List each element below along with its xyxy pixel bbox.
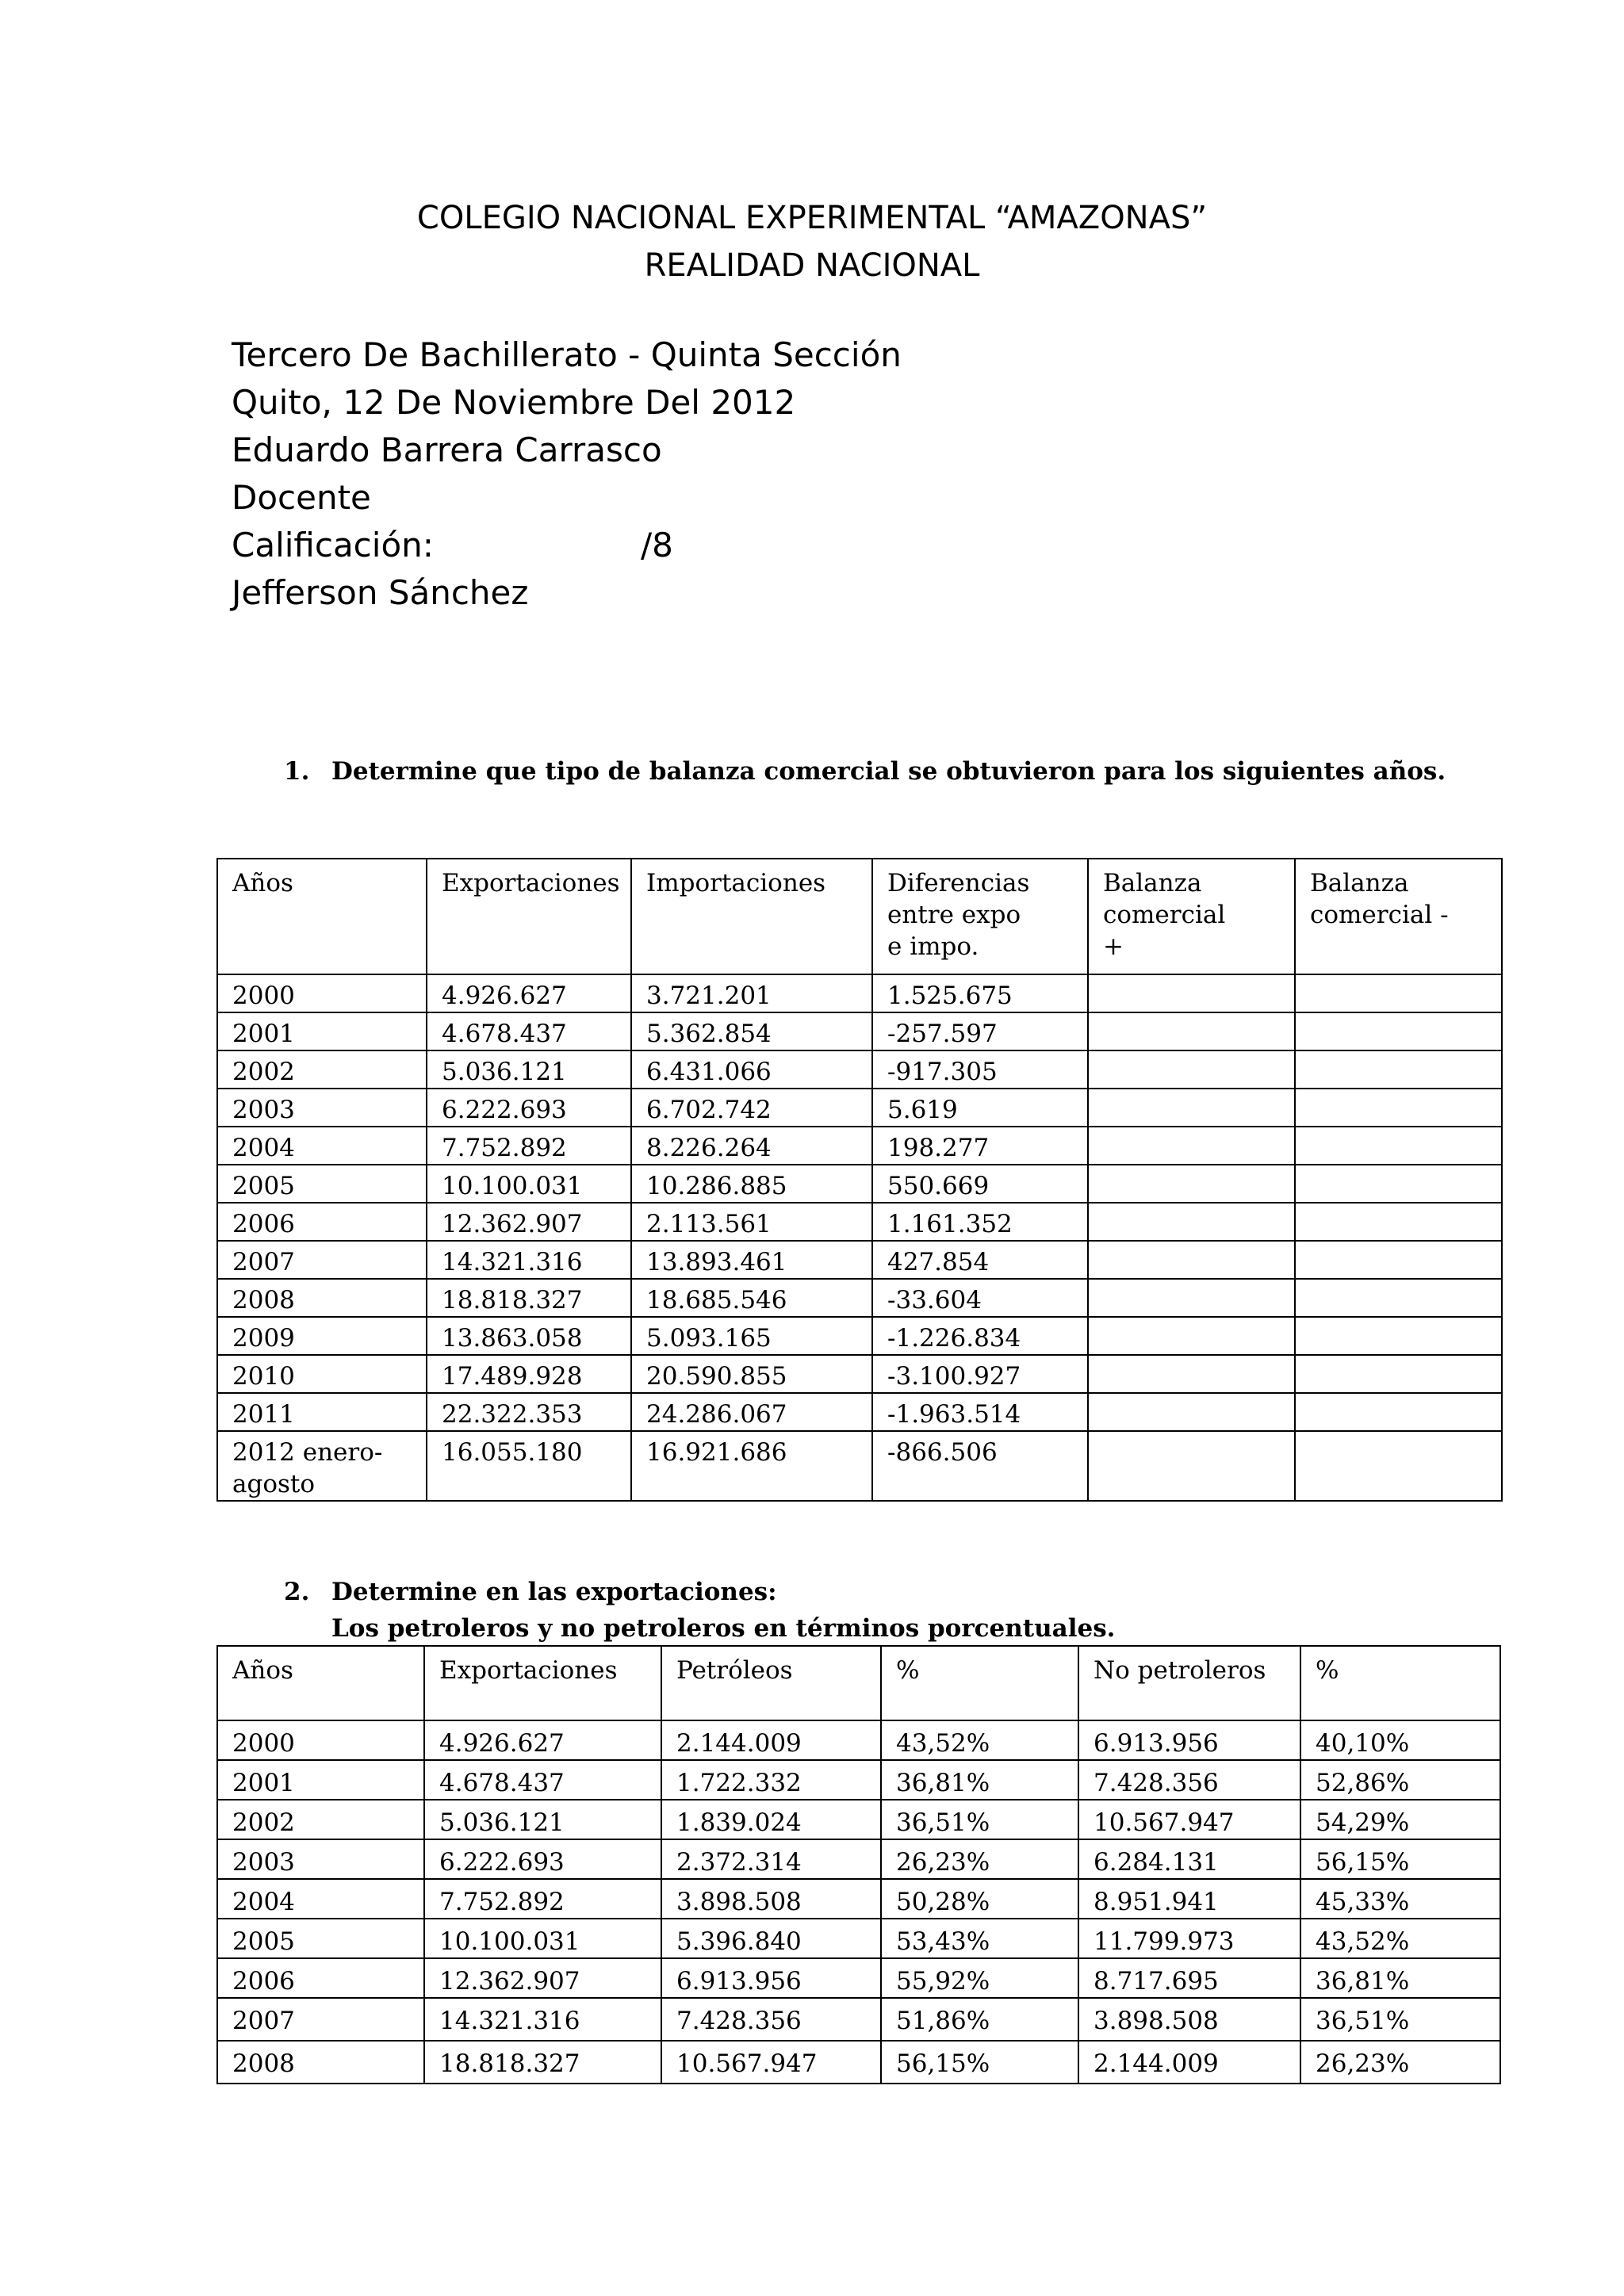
table-cell: 56,15% xyxy=(1300,1839,1500,1879)
table-cell: 7.752.892 xyxy=(424,1879,661,1919)
table-cell: 6.222.693 xyxy=(427,1089,631,1127)
table-cell: 3.898.508 xyxy=(1078,1998,1300,2041)
table-cell xyxy=(1088,1165,1295,1203)
table-cell: 45,33% xyxy=(1300,1879,1500,1919)
table-cell xyxy=(1088,974,1295,1012)
table-cell: 43,52% xyxy=(881,1720,1078,1760)
table-row xyxy=(217,2041,1500,2084)
table-cell: 8.951.941 xyxy=(1078,1879,1300,1919)
table-row xyxy=(217,1127,1502,1165)
document-title: COLEGIO NACIONAL EXPERIMENTAL “AMAZONAS” xyxy=(416,200,1208,236)
table-cell: 198.277 xyxy=(872,1127,1088,1165)
table-row xyxy=(217,1012,1502,1050)
table-cell: 2007 xyxy=(217,1998,424,2041)
table-cell: 5.396.840 xyxy=(661,1919,881,1958)
table-cell-text: 2002 xyxy=(232,1058,295,1086)
table-row xyxy=(217,1050,1502,1089)
table-cell xyxy=(217,1050,427,1089)
table-cell xyxy=(1295,974,1502,1012)
table-cell: 53,43% xyxy=(881,1919,1078,1958)
question-1-text: Determine que tipo de balanza comercial se obtuvieron para los siguientes años. xyxy=(331,757,1446,786)
table-cell: 52,86% xyxy=(1300,1760,1500,1800)
grade-score: /8 xyxy=(641,526,673,564)
table-cell: 7.428.356 xyxy=(1078,1760,1300,1800)
table-cell xyxy=(217,1279,427,1317)
table-cell: 1.839.024 xyxy=(661,1800,881,1839)
table-cell-text: 2005 xyxy=(232,1172,295,1200)
table-cell: -3.100.927 xyxy=(872,1355,1088,1393)
table-cell: -917.305 xyxy=(872,1050,1088,1089)
table-cell: 14.321.316 xyxy=(424,1998,661,2041)
table-cell: 36,51% xyxy=(881,1800,1078,1839)
table-cell: 1.722.332 xyxy=(661,1760,881,1800)
table-header-cell: Años xyxy=(217,859,427,974)
table-cell: 50,28% xyxy=(881,1879,1078,1919)
table-cell: 13.893.461 xyxy=(631,1241,872,1279)
table-cell: 5.619 xyxy=(872,1089,1088,1127)
table-cell: 36,81% xyxy=(1300,1958,1500,1998)
table-cell xyxy=(1295,1241,1502,1279)
table-cell: 2002 xyxy=(217,1800,424,1839)
table-cell: 3.721.201 xyxy=(631,974,872,1012)
table-cell: 8.717.695 xyxy=(1078,1958,1300,1998)
table-cell: 26,23% xyxy=(1300,2041,1500,2084)
table-cell: 2.113.561 xyxy=(631,1203,872,1241)
question-2-number: 2. xyxy=(284,1578,310,1606)
table-row xyxy=(217,1241,1502,1279)
header-info xyxy=(232,331,902,617)
table-cell: 51,86% xyxy=(881,1998,1078,2041)
table-header-cell: Exportaciones xyxy=(427,859,631,974)
table-header-cell xyxy=(1088,859,1295,974)
table-cell xyxy=(217,1317,427,1355)
table-cell: 6.913.956 xyxy=(661,1958,881,1998)
table-cell xyxy=(1088,1241,1295,1279)
table-cell: 4.678.437 xyxy=(427,1012,631,1050)
exports-breakdown-table xyxy=(216,1645,1501,2084)
table-cell-text: 2001 xyxy=(232,1020,295,1048)
table-row xyxy=(217,1355,1502,1393)
table-cell: 10.567.947 xyxy=(1078,1800,1300,1839)
table-cell: 4.926.627 xyxy=(424,1720,661,1760)
table-cell: 36,51% xyxy=(1300,1998,1500,2041)
table-header-cell xyxy=(872,859,1088,974)
table-cell: 26,23% xyxy=(881,1839,1078,1879)
table-cell xyxy=(1088,1393,1295,1431)
table-header-text: Balanza comercial - xyxy=(1310,869,1449,929)
table-cell: 2008 xyxy=(217,2041,424,2084)
table-header-text: Balanza comercial + xyxy=(1103,869,1226,961)
table-cell xyxy=(217,1393,427,1431)
table-cell xyxy=(217,1127,427,1165)
table-cell: 6.702.742 xyxy=(631,1089,872,1127)
table-cell-text: 2000 xyxy=(232,982,295,1010)
table-row xyxy=(217,1998,1500,2041)
table-cell xyxy=(1295,1355,1502,1393)
table-row xyxy=(217,1279,1502,1317)
table-header-cell: No petroleros xyxy=(1078,1646,1300,1720)
table-header-cell: % xyxy=(1300,1646,1500,1720)
table-cell: 11.799.973 xyxy=(1078,1919,1300,1958)
document-subtitle: REALIDAD NACIONAL xyxy=(644,247,980,284)
table-cell xyxy=(1295,1279,1502,1317)
table-cell xyxy=(1088,1127,1295,1165)
table-row xyxy=(217,1393,1502,1431)
table-cell-text: 2008 xyxy=(232,1286,295,1314)
teacher-name-line: Eduardo Barrera Carrasco xyxy=(232,430,662,469)
table-cell xyxy=(1295,1089,1502,1127)
table-cell: -1.963.514 xyxy=(872,1393,1088,1431)
table-cell: 2001 xyxy=(217,1760,424,1800)
table-cell: 2.144.009 xyxy=(1078,2041,1300,2084)
table-cell: 5.036.121 xyxy=(427,1050,631,1089)
table-cell: -866.506 xyxy=(872,1431,1088,1501)
table-row xyxy=(217,1760,1500,1800)
table-cell: 5.362.854 xyxy=(631,1012,872,1050)
table-cell: 12.362.907 xyxy=(424,1958,661,1998)
table-row xyxy=(217,1958,1500,1998)
table-header-cell xyxy=(1295,859,1502,974)
table-cell: 10.286.885 xyxy=(631,1165,872,1203)
table-cell: 4.926.627 xyxy=(427,974,631,1012)
table-row xyxy=(217,1431,1502,1501)
question-2-text: Determine en las exportaciones: xyxy=(331,1578,777,1606)
table-cell: -257.597 xyxy=(872,1012,1088,1050)
table-cell: 2003 xyxy=(217,1839,424,1879)
table-cell: 12.362.907 xyxy=(427,1203,631,1241)
table-cell: 8.226.264 xyxy=(631,1127,872,1165)
course-line: Tercero De Bachillerato - Quinta Sección xyxy=(232,335,902,374)
place-date-line: Quito, 12 De Noviembre Del 2012 xyxy=(232,383,796,422)
table-cell: 2004 xyxy=(217,1879,424,1919)
table-header-cell: Importaciones xyxy=(631,859,872,974)
table-row xyxy=(217,1919,1500,1958)
table-cell: 7.752.892 xyxy=(427,1127,631,1165)
student-name-line: Jefferson Sánchez xyxy=(232,573,529,612)
table-header-row xyxy=(217,859,1502,974)
table-row xyxy=(217,1317,1502,1355)
trade-balance-table xyxy=(216,858,1503,1502)
table-cell: -1.226.834 xyxy=(872,1317,1088,1355)
table-cell xyxy=(217,1431,427,1501)
table-cell: 16.921.686 xyxy=(631,1431,872,1501)
table-cell: 3.898.508 xyxy=(661,1879,881,1919)
table-cell: 18.818.327 xyxy=(427,1279,631,1317)
table-cell-text: 2010 xyxy=(232,1362,295,1391)
table-cell-text: 2012 enero-agosto xyxy=(232,1438,383,1498)
table-cell: 5.036.121 xyxy=(424,1800,661,1839)
table-cell: 13.863.058 xyxy=(427,1317,631,1355)
table-header-cell: % xyxy=(881,1646,1078,1720)
table-cell xyxy=(1295,1127,1502,1165)
table-cell: -33.604 xyxy=(872,1279,1088,1317)
table-row xyxy=(217,1800,1500,1839)
table-row xyxy=(217,974,1502,1012)
table-cell xyxy=(1295,1317,1502,1355)
table-cell-text: 2004 xyxy=(232,1134,295,1162)
table-cell xyxy=(217,1241,427,1279)
table-cell: 56,15% xyxy=(881,2041,1078,2084)
table-header-cell: Exportaciones xyxy=(424,1646,661,1720)
table-cell xyxy=(1088,1317,1295,1355)
table-cell: 10.567.947 xyxy=(661,2041,881,2084)
table-cell xyxy=(217,974,427,1012)
table-cell: 6.431.066 xyxy=(631,1050,872,1089)
table-header-text: Diferencias entre expo e impo. xyxy=(887,869,1030,961)
table-cell xyxy=(1088,1050,1295,1089)
table-cell: 2006 xyxy=(217,1958,424,1998)
table-cell: 6.222.693 xyxy=(424,1839,661,1879)
table-cell-text: 2007 xyxy=(232,1248,295,1276)
table-cell: 24.286.067 xyxy=(631,1393,872,1431)
table-cell: 550.669 xyxy=(872,1165,1088,1203)
table-cell xyxy=(1088,1355,1295,1393)
table-cell xyxy=(1088,1279,1295,1317)
table-cell: 427.854 xyxy=(872,1241,1088,1279)
table-cell xyxy=(1295,1431,1502,1501)
table-cell: 18.818.327 xyxy=(424,2041,661,2084)
table-cell: 1.525.675 xyxy=(872,974,1088,1012)
table-cell: 20.590.855 xyxy=(631,1355,872,1393)
table-cell: 36,81% xyxy=(881,1760,1078,1800)
table-header-cell: Años xyxy=(217,1646,424,1720)
grade-line xyxy=(232,522,902,569)
table-cell: 17.489.928 xyxy=(427,1355,631,1393)
table-cell: 2.372.314 xyxy=(661,1839,881,1879)
table-cell: 6.284.131 xyxy=(1078,1839,1300,1879)
table-cell xyxy=(1088,1431,1295,1501)
table-cell xyxy=(217,1165,427,1203)
table-cell: 14.321.316 xyxy=(427,1241,631,1279)
table-cell: 4.678.437 xyxy=(424,1760,661,1800)
question-1-number: 1. xyxy=(284,757,310,786)
table-cell xyxy=(1088,1089,1295,1127)
table-cell: 5.093.165 xyxy=(631,1317,872,1355)
table-cell: 2.144.009 xyxy=(661,1720,881,1760)
table-cell xyxy=(1088,1012,1295,1050)
table-cell xyxy=(1295,1050,1502,1089)
table-cell xyxy=(217,1089,427,1127)
question-2 xyxy=(284,1574,1115,1647)
table-row xyxy=(217,1165,1502,1203)
table-cell xyxy=(1088,1203,1295,1241)
table-header-row xyxy=(217,1646,1500,1720)
question-1 xyxy=(284,753,1446,790)
teacher-role-line: Docente xyxy=(232,478,371,517)
table-cell xyxy=(217,1355,427,1393)
table-row xyxy=(217,1839,1500,1879)
table-cell: 10.100.031 xyxy=(427,1165,631,1203)
table-cell: 1.161.352 xyxy=(872,1203,1088,1241)
table-cell xyxy=(217,1203,427,1241)
table-row xyxy=(217,1203,1502,1241)
table-row xyxy=(217,1879,1500,1919)
table-cell-text: 2003 xyxy=(232,1096,295,1124)
table-cell: 2000 xyxy=(217,1720,424,1760)
table-row xyxy=(217,1720,1500,1760)
table-cell-text: 2009 xyxy=(232,1324,295,1353)
table-cell: 6.913.956 xyxy=(1078,1720,1300,1760)
table-cell: 22.322.353 xyxy=(427,1393,631,1431)
table-cell: 7.428.356 xyxy=(661,1998,881,2041)
table-cell: 43,52% xyxy=(1300,1919,1500,1958)
table-cell: 10.100.031 xyxy=(424,1919,661,1958)
table-header-cell: Petróleos xyxy=(661,1646,881,1720)
table-cell: 16.055.180 xyxy=(427,1431,631,1501)
table-row xyxy=(217,1089,1502,1127)
grade-label: Calificación: xyxy=(232,526,434,564)
table-cell xyxy=(1295,1393,1502,1431)
table-cell xyxy=(1295,1165,1502,1203)
table-cell xyxy=(1295,1012,1502,1050)
table-cell: 2005 xyxy=(217,1919,424,1958)
table-cell: 54,29% xyxy=(1300,1800,1500,1839)
table-cell xyxy=(217,1012,427,1050)
table-cell-text: 2006 xyxy=(232,1210,295,1238)
question-2-subtext: Los petroleros y no petroleros en términos porcentuales. xyxy=(331,1614,1116,1643)
table-cell: 18.685.546 xyxy=(631,1279,872,1317)
table-cell: 55,92% xyxy=(881,1958,1078,1998)
table-cell: 40,10% xyxy=(1300,1720,1500,1760)
table-cell xyxy=(1295,1203,1502,1241)
table-cell-text: 2011 xyxy=(232,1400,295,1429)
